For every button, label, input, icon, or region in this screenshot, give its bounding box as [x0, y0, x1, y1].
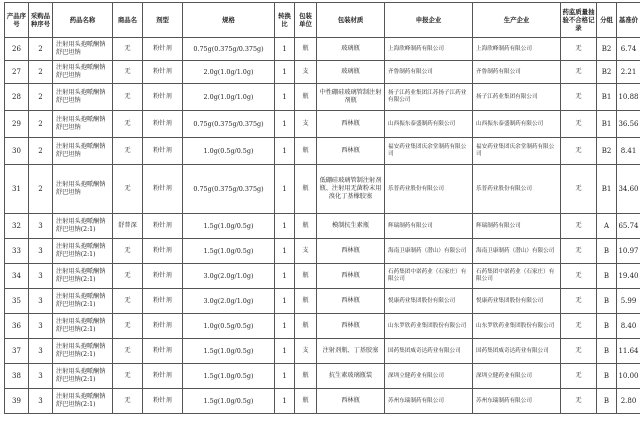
- drug-name-cell: 注射用头孢哌酮钠舒巴坦钠(2:1): [53, 339, 113, 364]
- specification-cell: 1.5g(1.0g/0.5g): [183, 239, 275, 264]
- brand-name-cell: 无: [113, 364, 143, 389]
- package-unit-cell: 瓶: [295, 314, 317, 339]
- specification-cell: 1.0g(0.5g/0.5g): [183, 138, 275, 165]
- table-row: [5, 364, 640, 389]
- specification-cell: 0.75g(0.375g/0.375g): [183, 111, 275, 138]
- purchase-seq-cell: 3: [29, 339, 53, 364]
- purchase-seq-cell: 2: [29, 84, 53, 111]
- applicant-cell: 上海欣峰制药有限公司: [385, 38, 473, 61]
- conversion-ratio-cell: 1: [275, 314, 295, 339]
- applicant-cell: 扬子江药业集团江苏扬子江药业有限公司: [385, 84, 473, 111]
- quality-record-cell: 无: [561, 289, 597, 314]
- base-price-cell: 11.64: [617, 339, 640, 364]
- quality-record-cell: 无: [561, 138, 597, 165]
- group-cell: B: [597, 314, 617, 339]
- package-material-cell: 抗生素玻璃瓶装: [317, 364, 385, 389]
- quality-record-cell: 无: [561, 214, 597, 239]
- base-price-cell: 19.40: [617, 264, 640, 289]
- drug-name-cell: 注射用头孢哌酮钠舒巴坦钠: [53, 61, 113, 84]
- product-no-cell: 26: [5, 38, 29, 61]
- group-cell: B2: [597, 61, 617, 84]
- package-material-cell: 西林瓶: [317, 264, 385, 289]
- specification-cell: 1.5g(1.0g/0.5g): [183, 389, 275, 414]
- base-price-cell: 65.74: [617, 214, 640, 239]
- specification-cell: 0.75g(0.375g/0.375g): [183, 38, 275, 61]
- table-row: [5, 38, 640, 61]
- purchase-seq-cell: 2: [29, 165, 53, 214]
- col-header-package-material: 包装材质: [317, 3, 385, 38]
- drug-name-cell: 注射用头孢哌酮钠舒巴坦钠: [53, 38, 113, 61]
- quality-record-cell: 无: [561, 239, 597, 264]
- base-price-cell: 10.00: [617, 364, 640, 389]
- col-header-drug-name: 药品名称: [53, 3, 113, 38]
- product-no-cell: 38: [5, 364, 29, 389]
- specification-cell: 1.0g(0.5g/0.5g): [183, 314, 275, 339]
- package-material-cell: 西林瓶: [317, 239, 385, 264]
- col-header-applicant: 申报企业: [385, 3, 473, 38]
- producer-cell: 海南卫康制药（潜山）有限公司: [473, 239, 561, 264]
- package-unit-cell: 瓶: [295, 138, 317, 165]
- conversion-ratio-cell: 1: [275, 289, 295, 314]
- conversion-ratio-cell: 1: [275, 61, 295, 84]
- applicant-cell: 深圳立健药业有限公司: [385, 364, 473, 389]
- package-unit-cell: 支: [295, 61, 317, 84]
- base-price-cell: 6.74: [617, 38, 640, 61]
- package-material-cell: 西林瓶: [317, 138, 385, 165]
- table-row: [5, 111, 640, 138]
- producer-cell: 扬子江药业集团有限公司: [473, 84, 561, 111]
- brand-name-cell: 无: [113, 314, 143, 339]
- dosage-form-cell: 粉针剂: [143, 38, 183, 61]
- group-cell: B2: [597, 138, 617, 165]
- base-price-cell: 34.60: [617, 165, 640, 214]
- conversion-ratio-cell: 1: [275, 38, 295, 61]
- base-price-cell: 36.56: [617, 111, 640, 138]
- dosage-form-cell: 粉针剂: [143, 239, 183, 264]
- quality-record-cell: 无: [561, 389, 597, 414]
- package-unit-cell: 瓶: [295, 264, 317, 289]
- table-row: [5, 214, 640, 239]
- base-price-cell: 2.80: [617, 389, 640, 414]
- table-row: [5, 61, 640, 84]
- quality-record-cell: 无: [561, 165, 597, 214]
- dosage-form-cell: 粉针剂: [143, 339, 183, 364]
- group-cell: B: [597, 389, 617, 414]
- quality-record-cell: 无: [561, 111, 597, 138]
- base-price-cell: 10.88: [617, 84, 640, 111]
- specification-cell: 3.0g(2.0g/1.0g): [183, 264, 275, 289]
- producer-cell: 齐鲁制药有限公司: [473, 61, 561, 84]
- package-unit-cell: 瓶: [295, 214, 317, 239]
- col-header-dosage-form: 剂型: [143, 3, 183, 38]
- package-material-cell: 注射剂瓶、丁基胶塞: [317, 339, 385, 364]
- product-no-cell: 37: [5, 339, 29, 364]
- table-row: [5, 314, 640, 339]
- brand-name-cell: 无: [113, 84, 143, 111]
- col-header-product-no: 产品序号: [5, 3, 29, 38]
- group-cell: B1: [597, 84, 617, 111]
- group-cell: B: [597, 264, 617, 289]
- package-material-cell: 低硼硅玻璃管制注射剂瓶、注射用无菌粉末用溴化丁基橡胶塞: [317, 165, 385, 214]
- col-header-conversion-ratio: 转换比: [275, 3, 295, 38]
- drug-price-table: [4, 2, 640, 414]
- producer-cell: 深圳立健药业有限公司: [473, 364, 561, 389]
- applicant-cell: 齐鲁制药有限公司: [385, 61, 473, 84]
- package-unit-cell: 支: [295, 339, 317, 364]
- quality-record-cell: 无: [561, 339, 597, 364]
- col-header-package-unit: 包装单位: [295, 3, 317, 38]
- package-unit-cell: 瓶: [295, 38, 317, 61]
- producer-cell: 山西振东泰盛制药有限公司: [473, 111, 561, 138]
- dosage-form-cell: 粉针剂: [143, 389, 183, 414]
- col-header-quality-record: 药监质量抽验不合格记录: [561, 3, 597, 38]
- producer-cell: 石药集团中诺药业（石家庄）有限公司: [473, 264, 561, 289]
- group-cell: B: [597, 239, 617, 264]
- producer-cell: 山东罗欣药业集团股份有限公司: [473, 314, 561, 339]
- purchase-seq-cell: 3: [29, 239, 53, 264]
- brand-name-cell: 无: [113, 38, 143, 61]
- package-unit-cell: 瓶: [295, 364, 317, 389]
- producer-cell: 苏州东瑞制药有限公司: [473, 389, 561, 414]
- applicant-cell: 石药集团中诺药业（石家庄）有限公司: [385, 264, 473, 289]
- applicant-cell: 辉瑞制药有限公司: [385, 214, 473, 239]
- base-price-cell: 10.97: [617, 239, 640, 264]
- conversion-ratio-cell: 1: [275, 165, 295, 214]
- conversion-ratio-cell: 1: [275, 84, 295, 111]
- specification-cell: 1.5g(1.0g/0.5g): [183, 364, 275, 389]
- group-cell: B: [597, 289, 617, 314]
- brand-name-cell: 无: [113, 239, 143, 264]
- conversion-ratio-cell: 1: [275, 214, 295, 239]
- brand-name-cell: 无: [113, 165, 143, 214]
- base-price-cell: 5.99: [617, 289, 640, 314]
- purchase-seq-cell: 2: [29, 38, 53, 61]
- table-row: [5, 84, 640, 111]
- product-no-cell: 29: [5, 111, 29, 138]
- dosage-form-cell: 粉针剂: [143, 289, 183, 314]
- drug-name-cell: 注射用头孢哌酮钠舒巴坦钠(2:1): [53, 264, 113, 289]
- drug-name-cell: 注射用头孢哌酮钠舒巴坦钠: [53, 138, 113, 165]
- product-no-cell: 27: [5, 61, 29, 84]
- dosage-form-cell: 粉针剂: [143, 84, 183, 111]
- producer-cell: 乐普药业股份有限公司: [473, 165, 561, 214]
- producer-cell: 国药集团威奇达药业有限公司: [473, 339, 561, 364]
- dosage-form-cell: 粉针剂: [143, 314, 183, 339]
- quality-record-cell: 无: [561, 264, 597, 289]
- table-row: [5, 339, 640, 364]
- purchase-seq-cell: 3: [29, 289, 53, 314]
- table-row: [5, 389, 640, 414]
- purchase-seq-cell: 3: [29, 264, 53, 289]
- package-material-cell: 西林瓶: [317, 111, 385, 138]
- drug-name-cell: 注射用头孢哌酮钠舒巴坦钠(2:1): [53, 364, 113, 389]
- quality-record-cell: 无: [561, 84, 597, 111]
- applicant-cell: 乐普药业股份有限公司: [385, 165, 473, 214]
- drug-name-cell: 注射用头孢哌酮钠舒巴坦钠: [53, 84, 113, 111]
- brand-name-cell: 无: [113, 389, 143, 414]
- applicant-cell: 山东罗欣药业集团股份有限公司: [385, 314, 473, 339]
- package-unit-cell: 支: [295, 111, 317, 138]
- specification-cell: 3.0g(2.0g/1.0g): [183, 289, 275, 314]
- conversion-ratio-cell: 1: [275, 264, 295, 289]
- group-cell: B: [597, 364, 617, 389]
- package-unit-cell: 支: [295, 239, 317, 264]
- package-unit-cell: 瓶: [295, 289, 317, 314]
- brand-name-cell: 无: [113, 264, 143, 289]
- group-cell: A: [597, 214, 617, 239]
- product-no-cell: 36: [5, 314, 29, 339]
- brand-name-cell: 无: [113, 138, 143, 165]
- procurement-price-table-page: [4, 2, 636, 436]
- group-cell: B1: [597, 111, 617, 138]
- col-header-group: 分组: [597, 3, 617, 38]
- specification-cell: 0.75g(0.375g/0.375g): [183, 165, 275, 214]
- producer-cell: 辉瑞制药有限公司: [473, 214, 561, 239]
- package-material-cell: 西林瓶: [317, 289, 385, 314]
- purchase-seq-cell: 3: [29, 389, 53, 414]
- purchase-seq-cell: 3: [29, 314, 53, 339]
- conversion-ratio-cell: 1: [275, 239, 295, 264]
- quality-record-cell: 无: [561, 38, 597, 61]
- package-material-cell: 西林瓶: [317, 314, 385, 339]
- dosage-form-cell: 粉针剂: [143, 165, 183, 214]
- specification-cell: 2.0g(1.0g/1.0g): [183, 61, 275, 84]
- package-unit-cell: 瓶: [295, 84, 317, 111]
- table-row: [5, 138, 640, 165]
- col-header-producer: 生产企业: [473, 3, 561, 38]
- quality-record-cell: 无: [561, 314, 597, 339]
- quality-record-cell: 无: [561, 364, 597, 389]
- drug-name-cell: 注射用头孢哌酮钠舒巴坦钠: [53, 165, 113, 214]
- purchase-seq-cell: 3: [29, 214, 53, 239]
- conversion-ratio-cell: 1: [275, 339, 295, 364]
- specification-cell: 2.0g(1.0g/1.0g): [183, 84, 275, 111]
- base-price-cell: 8.41: [617, 138, 640, 165]
- conversion-ratio-cell: 1: [275, 364, 295, 389]
- package-material-cell: 模制抗生素瓶: [317, 214, 385, 239]
- brand-name-cell: 无: [113, 339, 143, 364]
- package-unit-cell: 瓶: [295, 389, 317, 414]
- specification-cell: 1.5g(1.0g/0.5g): [183, 339, 275, 364]
- group-cell: B: [597, 339, 617, 364]
- product-no-cell: 39: [5, 389, 29, 414]
- product-no-cell: 33: [5, 239, 29, 264]
- purchase-seq-cell: 2: [29, 138, 53, 165]
- dosage-form-cell: 粉针剂: [143, 364, 183, 389]
- applicant-cell: 国药集团威奇达药业有限公司: [385, 339, 473, 364]
- product-no-cell: 35: [5, 289, 29, 314]
- dosage-form-cell: 粉针剂: [143, 214, 183, 239]
- product-no-cell: 28: [5, 84, 29, 111]
- table-row: [5, 165, 640, 214]
- applicant-cell: 福安药业集团庆余堂制药有限公司: [385, 138, 473, 165]
- product-no-cell: 30: [5, 138, 29, 165]
- brand-name-cell: 无: [113, 111, 143, 138]
- specification-cell: 1.5g(1.0g/0.5g): [183, 214, 275, 239]
- conversion-ratio-cell: 1: [275, 138, 295, 165]
- applicant-cell: 山西振东泰盛制药有限公司: [385, 111, 473, 138]
- purchase-seq-cell: 2: [29, 111, 53, 138]
- table-row: [5, 264, 640, 289]
- base-price-cell: 8.40: [617, 314, 640, 339]
- quality-record-cell: 无: [561, 61, 597, 84]
- brand-name-cell: 无: [113, 289, 143, 314]
- product-no-cell: 34: [5, 264, 29, 289]
- drug-name-cell: 注射用头孢哌酮钠舒巴坦钠: [53, 111, 113, 138]
- product-no-cell: 32: [5, 214, 29, 239]
- conversion-ratio-cell: 1: [275, 389, 295, 414]
- col-header-purchase-seq: 采购品种序号: [29, 3, 53, 38]
- package-unit-cell: 瓶: [295, 165, 317, 214]
- col-header-specification: 规格: [183, 3, 275, 38]
- purchase-seq-cell: 3: [29, 364, 53, 389]
- package-material-cell: 西林瓶: [317, 389, 385, 414]
- table-body: [5, 38, 640, 414]
- applicant-cell: 海南卫康制药（潜山）有限公司: [385, 239, 473, 264]
- group-cell: B2: [597, 38, 617, 61]
- drug-name-cell: 注射用头孢哌酮钠舒巴坦钠(2:1): [53, 389, 113, 414]
- drug-name-cell: 注射用头孢哌酮钠舒巴坦钠(2:1): [53, 239, 113, 264]
- drug-name-cell: 注射用头孢哌酮钠舒巴坦钠(2:1): [53, 289, 113, 314]
- applicant-cell: 悦康药业集团股份有限公司: [385, 289, 473, 314]
- table-header-row: [5, 3, 640, 38]
- package-material-cell: 中性硼硅玻璃管制注射剂瓶: [317, 84, 385, 111]
- dosage-form-cell: 粉针剂: [143, 138, 183, 165]
- group-cell: B1: [597, 165, 617, 214]
- producer-cell: 悦康药业集团股份有限公司: [473, 289, 561, 314]
- package-material-cell: 玻璃瓶: [317, 61, 385, 84]
- package-material-cell: 玻璃瓶: [317, 38, 385, 61]
- dosage-form-cell: 粉针剂: [143, 264, 183, 289]
- dosage-form-cell: 粉针剂: [143, 61, 183, 84]
- brand-name-cell: 无: [113, 61, 143, 84]
- drug-name-cell: 注射用头孢哌酮钠舒巴坦钠(2:1): [53, 314, 113, 339]
- producer-cell: 福安药业集团庆余堂制药有限公司: [473, 138, 561, 165]
- brand-name-cell: 舒普深: [113, 214, 143, 239]
- purchase-seq-cell: 2: [29, 61, 53, 84]
- col-header-base-price: 基准价: [617, 3, 640, 38]
- conversion-ratio-cell: 1: [275, 111, 295, 138]
- table-row: [5, 239, 640, 264]
- drug-name-cell: 注射用头孢哌酮钠舒巴坦钠(2:1): [53, 214, 113, 239]
- product-no-cell: 31: [5, 165, 29, 214]
- base-price-cell: 2.21: [617, 61, 640, 84]
- producer-cell: 上海欣峰制药有限公司: [473, 38, 561, 61]
- col-header-brand-name: 商品名: [113, 3, 143, 38]
- applicant-cell: 苏州东瑞制药有限公司: [385, 389, 473, 414]
- dosage-form-cell: 粉针剂: [143, 111, 183, 138]
- table-row: [5, 289, 640, 314]
